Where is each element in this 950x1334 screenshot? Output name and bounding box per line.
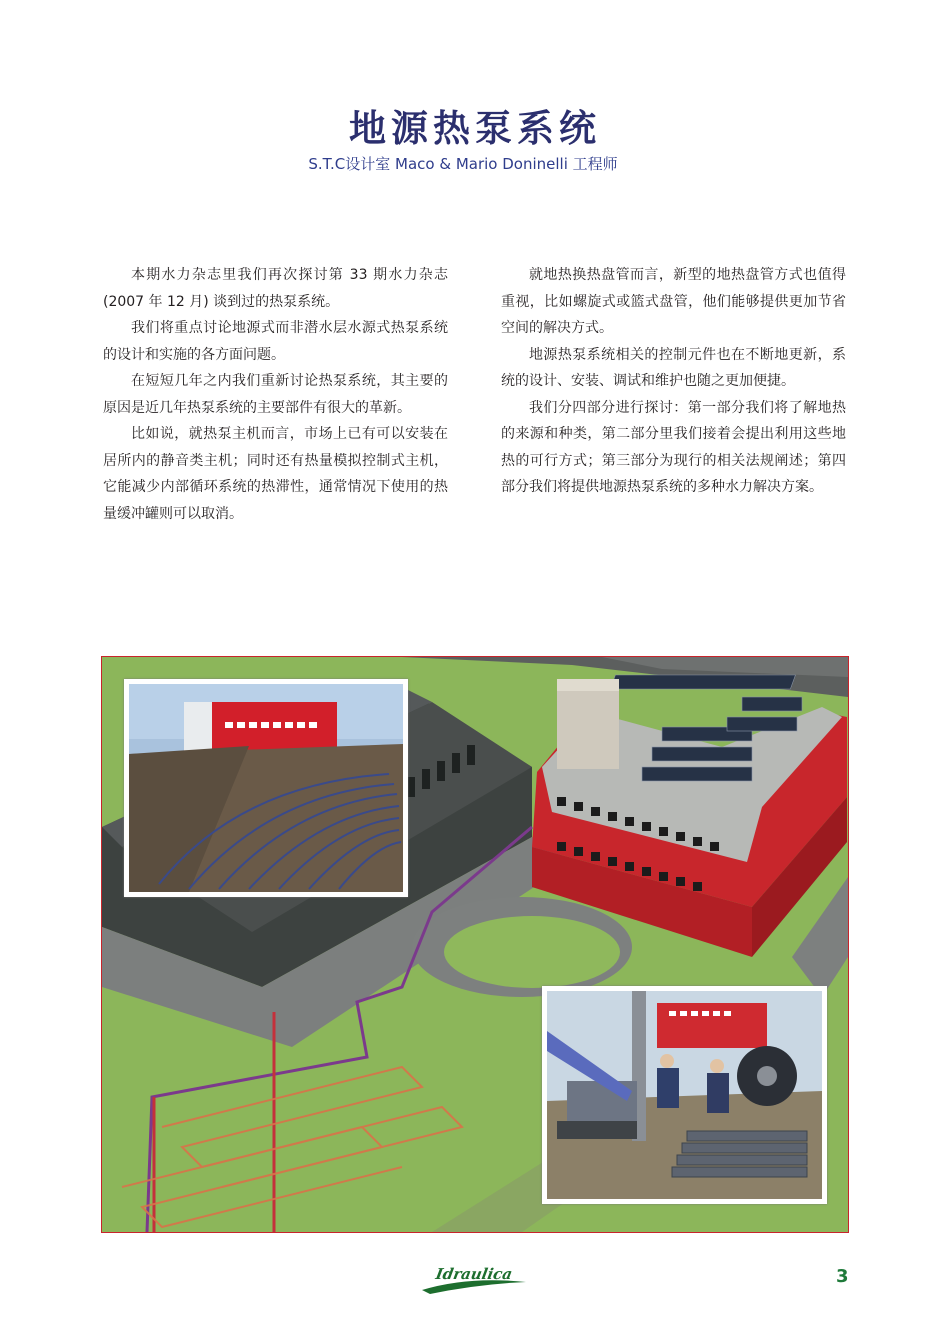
- paragraph: 比如说，就热泵主机而言，市场上已有可以安装在居所内的静音类主机；同时还有热量模拟控制式主机，它能减少内部循环系统的热滞性，通常情况下使用的热量缓冲罐则可以取消。: [103, 426, 448, 522]
- ground-coils-photo: [129, 684, 403, 892]
- brand-logo: [418, 1262, 530, 1296]
- drilling-photo: [547, 991, 822, 1199]
- paragraph: 就地热换热盘管而言，新型的地热盘管方式也值得重视，比如螺旋式或篮式盘管，他们能够提供更加节省空间的解决方式。: [501, 267, 846, 336]
- paragraph: 我们将重点讨论地源式而非潜水层水源式热泵系统的设计和实施的各方面问题。: [103, 320, 448, 363]
- body-column-left: [103, 262, 448, 527]
- inset-photo-ground-coils: [124, 679, 408, 897]
- paragraph: 本期水力杂志里我们再次探讨第 33 期水力杂志(2007 年 12 月) 谈到过的热泵系统。: [103, 267, 448, 310]
- body-column-right: [501, 262, 846, 501]
- page-title: 地源热泵系统: [349, 106, 601, 150]
- logo-text: Idraulica: [434, 1265, 514, 1283]
- paragraph: 地源热泵系统相关的控制元件也在不断地更新，系统的设计、安装、调试和维护也随之更加便捷。: [501, 346, 846, 389]
- site-illustration: [101, 656, 849, 1233]
- page-subtitle: S.T.C设计室 Maco & Mario Doninelli 工程师: [308, 155, 618, 173]
- inset-photo-drilling: [542, 986, 827, 1204]
- paragraph: 我们分四部分进行探讨：第一部分我们将了解地热的来源和种类，第二部分里我们接着会提出利用这些地热的可行方式；第三部分为现行的相关法规阐述；第四部分我们将提供地源热泵系统的多种水力解决方案。: [501, 399, 846, 495]
- paragraph: 在短短几年之内我们重新讨论热泵系统，其主要的原因是近几年热泵系统的主要部件有很大的革新。: [103, 373, 448, 416]
- page-number: 3: [836, 1266, 849, 1287]
